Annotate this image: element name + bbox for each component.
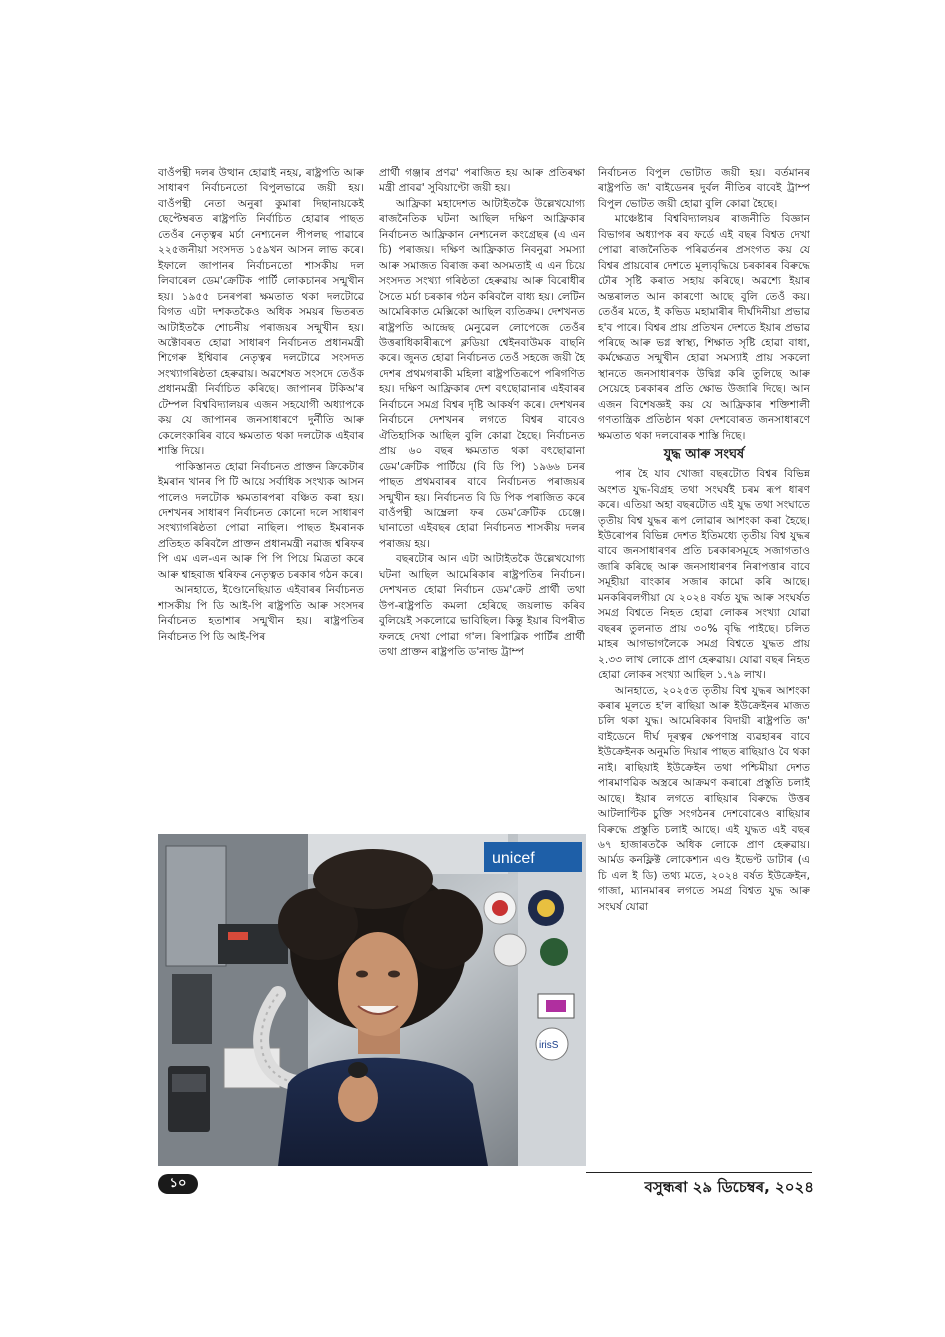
paragraph: প্ৰাৰ্থী গঞ্জাৰ প্ৰণৱ' পৰাজিত হয় আৰু প্ৰতিৰক্ষা মন্ত্ৰী প্ৰাবৱ' সুবিয়াণ্টো জয়ী হয়।	[379, 167, 585, 195]
article-column-3	[598, 166, 810, 1174]
paragraph: পাৰ হৈ যাব খোজা বছৰটোত বিশ্বৰ বিভিন্ন অংশত যুদ্ধ-বিগ্ৰহ তথা সংঘৰ্ষই চৰম ৰূপ ধাৰণ কৰে। এতিয়া অহা বছৰটোত এই যুদ্ধ তথা সংঘাতে তৃতীয় বিশ্ব যুদ্ধৰ ৰূপ লোৱাৰ আশংকা কৰা হৈছে। ইউৰোপৰ বিভিন্ন দেশত ইতিমধ্যে তৃতীয় বিশ্ব যুদ্ধৰ বাবে জনসাধাৰণৰ প্ৰতি চৰকাৰসমূহে সজাগতাও জাৰি কৰিছে আৰু জনসাধাৰণৰ নিৰাপত্তাৰ বাবে সমূহীয়া বাংকাৰ সজাৰ কামো কৰি আছে। মনকৰিবলগীয়া যে ২০২৪ বৰ্ষত যুদ্ধ আৰু সংঘৰ্ষত সমগ্ৰ বিশ্বতে নিহত হোৱা লোকৰ সংখ্যা যোৱা বছৰৰ তুলনাত প্ৰায় ৩০% বৃদ্ধি পাইছে। চলিত মাহৰ আগভাগলৈকে সমগ্ৰ বিশ্বতে যুদ্ধত প্ৰায় ২.৩৩ লাখ লোকে প্ৰাণ হেৰুৱায়। যোৱা বছৰ নিহত হোৱা লোকৰ সংখ্যা আছিল ১.৭৯ লাখ।	[598, 468, 810, 682]
paragraph: আনহাতে, ২০২৫ত তৃতীয় বিশ্ব যুদ্ধৰ আশংকা কৰাৰ মূলতে হ'ল ৰাছিয়া আৰু ইউক্ৰেইনৰ মাজত চলি থকা যুদ্ধ। আমেৰিকাৰ বিদায়ী ৰাষ্ট্ৰপতি জ' বাইডেনে দীৰ্ঘ দূৰত্বৰ ক্ষেপণাস্ত্ৰ ব্যৱহাৰৰ বাবে ইউক্ৰেইনক অনুমতি দিয়াৰ পাছত ৰাছিয়াও বৈ থকা নাই। ৰাছিয়াই ইউক্ৰেইন তথা পশ্চিমীয়া দেশত পাৰমাণৱিক অস্ত্ৰৰে আক্ৰমণ কৰাৰো প্ৰস্তুতি চলাই আছে। ইয়াৰ লগতে ৰাছিয়াৰ বিৰুদ্ধে উত্তৰ আটলাণ্টিক চুক্তি সংগঠনৰ দেশবোৰেও ৰাছিয়াৰ বিৰুদ্ধে প্ৰস্তুতি চলাই আছে। এই যুদ্ধত এই বছৰ ৬৭ হাজাৰতকৈ অধিক লোকে প্ৰাণ হেৰুৱায়। আৰ্মড কনফ্লিক্ট লোকেশ্যন এণ্ড ইভেণ্ট ডাটাৰ (এ চি এল ই ডি) তথ্য মতে, ২০২৪ বৰ্ষত ইউক্ৰেইন, গাজা, ম্যানমাৰৰ লগতে সমগ্ৰ বিশ্বত যুদ্ধ আৰু সংঘৰ্ষ যোৱা	[598, 684, 810, 913]
paragraph: বাওঁপন্থী দলৰ উত্থান হোৱাই নহয়, ৰাষ্ট্ৰপতি আৰু সাধাৰণ নিৰ্বাচনতো বিপুলভাৱে জয়ী হয়। বাওঁপন্থী নেতা অনুৰা কুমাৰা দিছানায়কেই ছেপ্টেম্বৰত ৰাষ্ট্ৰপতি নিৰ্বাচিত হোৱাৰ পাছত তেওঁৰ নেতৃত্বৰ মৰ্চা নেশ্যনেল পীপলছ পাৱাৰে ২২৫জনীয়া সংসদত ১৫৯খন আসন লাভ কৰে। ইফালে জাপানৰ নিৰ্বাচনতো শাসকীয় দল লিবাৰেল ডেম'ক্ৰেটিক পাৰ্টি লোকচানৰ সন্মুখীন হয়। ১৯৫৫ চনৰপৰা ক্ষমতাত থকা দলটোৱে বিগত এটা দশকতকৈও অধিক সময়ৰ ভিতৰত আটাইতকৈ শোচনীয় পৰাজয়ৰ সন্মুখীন হয়। অক্টোবৰত হোৱা সাধাৰণ নিৰ্বাচনত প্ৰধানমন্ত্ৰী শিগেৰু ইশ্বিবাৰ নেতৃত্বৰ দলটোৱে সংসদত সংখ্যাগৰিষ্ঠতা হেৰুৱায়। অৱশেষত সংসদে তেওঁক প্ৰধানমন্ত্ৰী নিৰ্বাচিত কৰিছে। জাপানৰ টকিঅ'ৰ টেম্পল বিশ্ববিদ্যালয়ৰ এজন সহযোগী অধ্যাপকে কয় যে জাপানৰ জনসাধাৰণে দুৰ্নীতি আৰু কেলেংকাৰিৰ বাবে ক্ষমতাত থকা দলটোক এইবাৰ শাস্তি দিয়ে।	[158, 167, 364, 458]
paragraph: পাকিস্তানত হোৱা নিৰ্বাচনত প্ৰাক্তন ক্ৰিকেটাৰ ইমৰান খানৰ পি টি আয়ে সৰ্বাধিক সংখ্যক আসন পালেও দলটোক ক্ষমতাৰপৰা বঞ্চিত কৰা হয়। দেশখনৰ সাধাৰণ নিৰ্বাচনত কোনো দলে সাধাৰণ সংখ্যাগৰিষ্ঠতা পোৱা নাছিল। পাছত ইমৰানক প্ৰতিহত কৰিবলৈ প্ৰাক্তন প্ৰধানমন্ত্ৰী নৱাজ শ্বৰিফৰ পি এম এল-এন আৰু পি পি পিয়ে মিত্ৰতা কৰে আৰু শ্বাহবাজ শ্বৰিফৰ নেতৃত্বত চৰকাৰ গঠন কৰে।	[158, 460, 364, 581]
paragraph: আফ্ৰিকা মহাদেশত আটাইতকৈ উল্লেখযোগ্য ৰাজনৈতিক ঘটনা আছিল দক্ষিণ আফ্ৰিকাৰ নিৰ্বাচনত আফ্ৰিকান নেশ্যনেল কংগ্ৰেছৰ (এ এন চি) পৰাজয়। দক্ষিণ আফ্ৰিকাত নিবনুৱা সমস্যা আৰু সমাজত বিৰাজ কৰা অসমতাই এ এন চিয়ে সংসদত সংখ্যা গৰিষ্ঠতা হেৰুৱায় আৰু বিৰোধীৰ সৈতে মৰ্চা চৰকাৰ গঠন কৰিবলৈ বাধ্য হয়। লেটিন আমেৰিকাত মেক্সিকো আছিল ব্যতিক্ৰম। দেশখনত ৰাষ্ট্ৰপতি আন্দ্ৰেছ মেনুৱেল লোপেজে তেওঁৰ উত্তৰাধিকাৰীৰূপে ক্লডিয়া শ্বেইনবাউমক বাছনি কৰে। জুনত হোৱা নিৰ্বাচনত তেওঁ সহজে জয়ী হৈ দেশৰ প্ৰথমগৰাকী মহিলা ৰাষ্ট্ৰপতিৰূপে পৰিগণিত হয়। দক্ষিণ আফ্ৰিকাৰ দেশ বৎছোৱানাৰ এইবাৰৰ নিৰ্বাচনে সমগ্ৰ বিশ্বৰ দৃষ্টি আকৰ্ষণ কৰে। দেশখনৰ নিৰ্বাচনে দেশখনৰ লগতে বিশ্বৰ বাবেও ঐতিহাসিক আছিল বুলি কোৱা হৈছে। নিৰ্বাচনত প্ৰায় ৬০ বছৰ ক্ষমতাত থকা বৎছোৱানা ডেম'ক্ৰেটিক পাৰ্টিয়ে (বি ডি পি) ১৯৬৬ চনৰ পাছত প্ৰথমবাৰৰ বাবে নিৰ্বাচনত পৰাজয়ৰ সন্মুখীন হয়। নিৰ্বাচনত বি ডি পিক পৰাজিত কৰে বাওঁপন্থী আম্ব্ৰেলা ফৰ ডেম'ক্ৰেটিক চেঞ্জে। ঘানাতো এইবছৰ হোৱা নিৰ্বাচনত শাসকীয় দলৰ পৰাজয় হয়।	[379, 197, 585, 550]
paragraph: বছৰটোৰ আন এটা আটাইতকৈ উল্লেখযোগ্য ঘটনা আছিল আমেৰিকাৰ ৰাষ্ট্ৰপতিৰ নিৰ্বাচন। দেশখনত হোৱা নিৰ্বাচন ডেম'ক্ৰেট প্ৰাৰ্থী তথা উপ-ৰাষ্ট্ৰপতি কমলা হেৰিছে জয়লাভ কৰিব বুলিয়েই সকলোৱে ভাবিছিল। কিন্তু ইয়াৰ বিপৰীত ফলহে দেখা পোৱা গ'ল। ৰিপাব্লিক পাৰ্টিৰ প্ৰাৰ্থী তথা প্ৰাক্তন ৰাষ্ট্ৰপতি ড'নাল্ড ট্ৰাম্প	[379, 553, 585, 659]
patch-label: irisS	[539, 1040, 559, 1051]
unicef-sign: unicef	[492, 850, 535, 867]
paragraph: আনহাতে, ইণ্ডোনেছিয়াত এইবাৰৰ নিৰ্বাচনত শাসকীয় পি ডি আই-পি ৰাষ্ট্ৰপতি আৰু সংসদৰ নিৰ্বাচনত হতাশাৰ সন্মুখীন হয়। ৰাষ্ট্ৰপতিৰ নিৰ্বাচনত পি ডি আই-পিৰ	[158, 584, 364, 643]
section-heading: যুদ্ধ আৰু সংঘৰ্ষ	[663, 447, 745, 463]
article-column-2	[379, 166, 585, 821]
page-number: ১০	[158, 1174, 198, 1194]
paragraph: নিৰ্বাচনত বিপুল ভোটাত জয়ী হয়। বৰ্তমানৰ ৰাষ্ট্ৰপতি জ' বাইডেনৰ দুৰ্বল নীতিৰ বাবেই ট্ৰাম্প বিপুল ভোটত জয়ী হোৱা বুলি কোৱা হৈছে।	[598, 167, 810, 210]
article-column-1	[158, 166, 364, 821]
paragraph: মাঞ্চেষ্টাৰ বিশ্ববিদ্যালয়ৰ ৰাজনীতি বিজ্ঞান বিভাগৰ অধ্যাপক ৰব ফৰ্ডে এই বছৰ বিশ্বত দেখা পোৱা ৰাজনৈতিক পৰিৱৰ্তনৰ প্ৰসংগত কয় যে বিশ্বৰ প্ৰায়বোৰ দেশতে মূল্যবৃদ্ধিয়ে চৰকাৰৰ বিৰুদ্ধে ঢৌৰ সৃষ্টি কৰাত সহায় কৰিছে। অৱশ্যে ইয়াৰ অন্তৰালত আন কাৰণো আছে বুলি তেওঁ কয়। তেওঁৰ মতে, ই কভিড মহামাৰীৰ দীৰ্ঘদিনীয়া প্ৰভাৱ হ'ব পাৰে। বিশ্বৰ প্ৰায় প্ৰতিখন দেশতে ইয়াৰ প্ৰভাৱ পৰিছে আৰু ভগ্ন স্বাস্থ্য, শিক্ষাত সৃষ্টি হোৱা বাধা, কৰ্মক্ষেত্ৰত সন্মুখীন হোৱা সমস্যাই প্ৰায় সকলো স্থানতে জনসাধাৰণক উদ্বিগ্ন কৰি তুলিছে আৰু সেয়েহে চৰকাৰৰ প্ৰতি ক্ষোভ উজাৰি দিছে। আন এজন বিশেষজ্ঞই কয় যে আফ্ৰিকাৰ শক্তিশালী গণতান্ত্ৰিক প্ৰতিষ্ঠান থকা দেশবোৰত জনসাধাৰণে ক্ষমতাত থকা দলবোৰক শাস্তি দিছে।	[598, 213, 810, 442]
publication-date-footer: বসুন্ধৰা ২৯ ডিচেম্বৰ, ২০২৪	[644, 1178, 814, 1196]
astronaut-photo	[158, 834, 586, 1166]
footer-rule	[586, 1172, 812, 1173]
